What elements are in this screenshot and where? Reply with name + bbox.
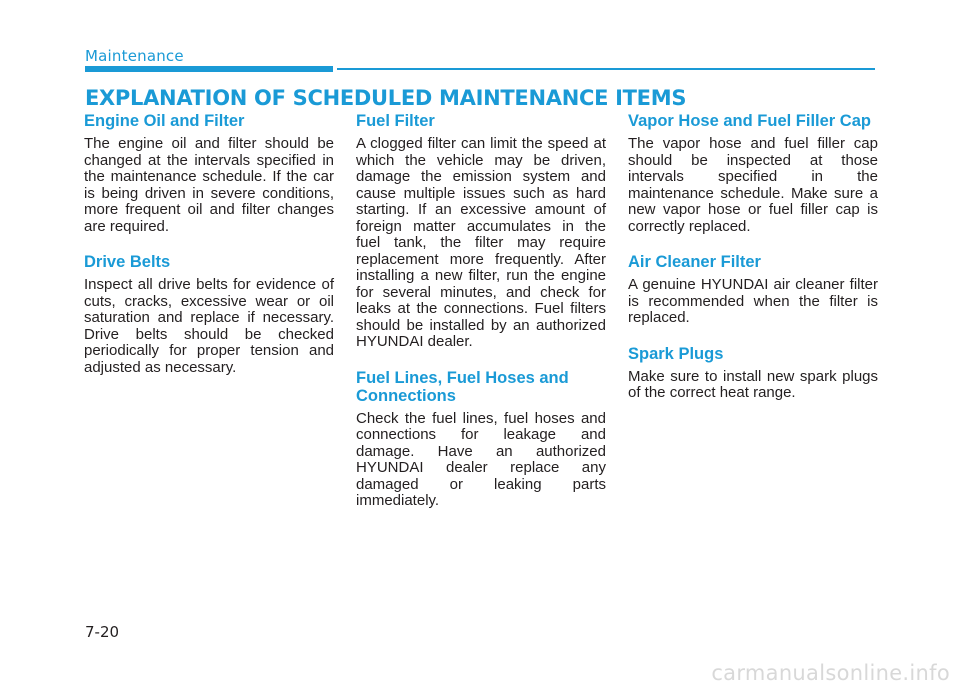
topic-heading: Fuel Filter xyxy=(356,112,435,130)
topic-body: Check the fuel lines, fuel hoses and connections for leakage and damage. Have an authorized HYUNDAI dealer replace any damaged or leaking parts immediately. xyxy=(356,409,606,509)
watermark: carmanualsonline.info xyxy=(711,661,950,685)
topic-air-cleaner xyxy=(628,253,878,327)
topic-body: A clogged filter can limit the speed at which the vehicle may be driven, damage the emission system and cause multiple issues such as hard starting. If an excessive amount of foreign matter accumulates in the fuel tank, the filter may require replacement more frequently. After installing a new filter, run the engine for several minutes, and check for leaks at the connections. Fuel filters should be installed by an authorized HYUNDAI dealer. xyxy=(356,135,606,350)
topic-body: Inspect all drive belts for evidence of cuts, cracks, excessive wear or oil saturation and replace if necessary. Drive belts should be checked periodically for proper tension and adjusted as necessary. xyxy=(84,276,334,376)
topic-body: The vapor hose and fuel filler cap should be inspected at those intervals specified in the maintenance schedule. Make sure a new vapor hose or fuel filler cap is correctly replaced. xyxy=(628,135,878,235)
column-middle xyxy=(356,110,606,524)
page-number: 7-20 xyxy=(85,623,120,641)
topic-spark-plugs xyxy=(628,345,878,402)
header-rule-thin xyxy=(337,68,875,70)
topic-drive-belts xyxy=(84,253,334,376)
topic-body: Make sure to install new spark plugs of the correct heat range. xyxy=(628,367,878,401)
topic-heading: Vapor Hose and Fuel Filler Cap xyxy=(628,112,871,130)
topic-vapor-hose xyxy=(628,112,878,235)
column-left xyxy=(84,110,334,390)
topic-heading: Spark Plugs xyxy=(628,344,724,363)
header-rule-thick xyxy=(85,66,333,72)
section-title: EXPLANATION OF SCHEDULED MAINTENANCE ITEMS xyxy=(85,86,687,110)
topic-heading: Air Cleaner Filter xyxy=(628,253,761,271)
topic-body: The engine oil and filter should be changed at the intervals specified in the maintenance schedule. If the car is being driven in severe conditions, more frequent oil and filter changes are required. xyxy=(84,135,334,235)
running-header: Maintenance xyxy=(85,47,184,65)
topic-fuel-lines xyxy=(356,369,606,510)
topic-heading: Drive Belts xyxy=(84,253,171,271)
topic-heading: Fuel Lines, Fuel Hoses and Connections xyxy=(356,368,569,405)
topic-body: A genuine HYUNDAI air cleaner filter is recommended when the filter is replaced. xyxy=(628,276,878,326)
column-right xyxy=(628,110,878,416)
topic-fuel-filter xyxy=(356,112,606,351)
topic-heading: Engine Oil and Filter xyxy=(84,112,245,130)
topic-engine-oil xyxy=(84,112,334,235)
